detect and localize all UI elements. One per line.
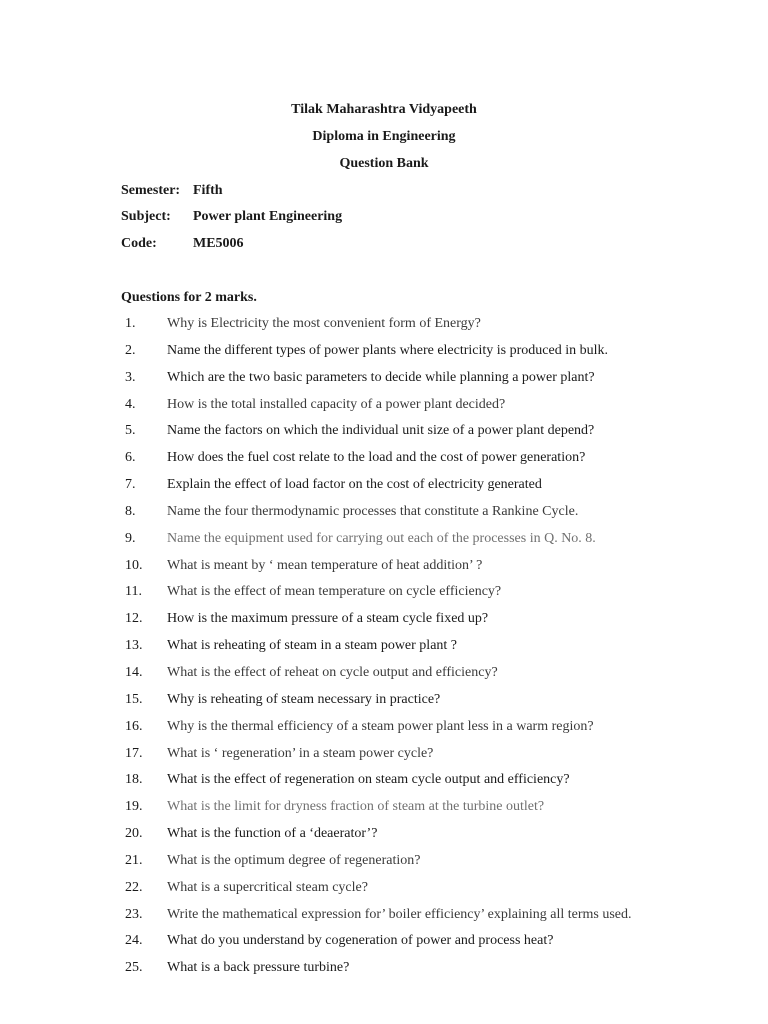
question-text: What is reheating of steam in a steam power plant ? bbox=[167, 638, 458, 654]
question-number: 9. bbox=[125, 530, 136, 546]
question-number: 24. bbox=[125, 933, 143, 949]
question-text: What is a back pressure turbine? bbox=[167, 960, 350, 976]
subject-row bbox=[121, 208, 342, 226]
question-text: Name the factors on which the individual unit size of a power plant depend? bbox=[167, 423, 595, 439]
question-number: 21. bbox=[125, 852, 143, 868]
question-number: 13. bbox=[125, 638, 143, 654]
question-text: What is the optimum degree of regeneration? bbox=[167, 852, 421, 868]
question-item bbox=[0, 905, 768, 932]
question-text: Name the equipment used for carrying out each of the processes in Q. No. 8. bbox=[167, 530, 596, 546]
question-text: Which are the two basic parameters to decide while planning a power plant? bbox=[167, 369, 595, 385]
question-text: Explain the effect of load factor on the cost of electricity generated bbox=[167, 477, 542, 493]
question-text: What is the function of a ‘deaerator’? bbox=[167, 826, 378, 842]
semester-label: Semester: bbox=[121, 183, 181, 198]
question-item bbox=[0, 717, 768, 744]
question-number: 18. bbox=[125, 772, 143, 788]
question-number: 4. bbox=[125, 396, 136, 412]
question-item bbox=[0, 958, 768, 985]
question-item bbox=[0, 529, 768, 556]
question-text: What is the effect of regeneration on steam cycle output and efficiency? bbox=[167, 772, 570, 788]
question-item bbox=[0, 448, 768, 475]
semester-value: Fifth bbox=[193, 183, 223, 198]
question-item bbox=[0, 475, 768, 502]
question-item bbox=[0, 314, 768, 341]
question-item bbox=[0, 744, 768, 771]
question-item bbox=[0, 341, 768, 368]
question-number: 7. bbox=[125, 477, 136, 493]
question-item bbox=[0, 931, 768, 958]
question-text: Name the four thermodynamic processes that constitute a Rankine Cycle. bbox=[167, 503, 579, 519]
question-item bbox=[0, 878, 768, 905]
question-number: 22. bbox=[125, 879, 143, 895]
question-item bbox=[0, 663, 768, 690]
question-number: 17. bbox=[125, 745, 143, 761]
question-number: 23. bbox=[125, 906, 143, 922]
subject-value: Power plant Engineering bbox=[193, 209, 343, 224]
question-item bbox=[0, 421, 768, 448]
subject-label: Subject: bbox=[121, 209, 171, 224]
question-text: Why is Electricity the most convenient form of Energy? bbox=[167, 316, 481, 331]
code-value: ME5006 bbox=[193, 236, 244, 251]
question-number: 1. bbox=[125, 316, 136, 331]
question-number: 12. bbox=[125, 611, 143, 627]
question-text: What is ‘ regeneration’ in a steam power cycle? bbox=[167, 745, 434, 761]
question-item bbox=[0, 502, 768, 529]
section-heading: Questions for 2 marks. bbox=[121, 290, 257, 305]
question-text: How does the fuel cost relate to the load and the cost of power generation? bbox=[167, 450, 586, 466]
question-text: What is meant by ‘ mean temperature of heat addition’ ? bbox=[167, 557, 483, 573]
question-text: What do you understand by cogeneration of power and process heat? bbox=[167, 933, 554, 949]
question-text: What is the effect of reheat on cycle output and efficiency? bbox=[167, 664, 498, 680]
question-number: 25. bbox=[125, 960, 143, 976]
question-number: 8. bbox=[125, 503, 136, 519]
question-item bbox=[0, 395, 768, 422]
question-number: 16. bbox=[125, 718, 143, 734]
question-text: Name the different types of power plants where electricity is produced in bulk. bbox=[167, 342, 608, 358]
question-item bbox=[0, 797, 768, 824]
question-text: Why is reheating of steam necessary in practice? bbox=[167, 691, 441, 707]
question-number: 5. bbox=[125, 423, 136, 439]
program-title: Diploma in Engineering bbox=[312, 129, 456, 144]
question-number: 20. bbox=[125, 826, 143, 842]
question-item bbox=[0, 636, 768, 663]
question-text: How is the maximum pressure of a steam cycle fixed up? bbox=[167, 611, 489, 627]
question-number: 3. bbox=[125, 369, 136, 385]
question-number: 15. bbox=[125, 691, 143, 707]
question-item bbox=[0, 770, 768, 797]
document-title: Question Bank bbox=[339, 156, 429, 171]
question-item bbox=[0, 851, 768, 878]
question-item bbox=[0, 368, 768, 395]
question-text: Why is the thermal efficiency of a steam power plant less in a warm region? bbox=[167, 718, 594, 734]
question-number: 19. bbox=[125, 799, 143, 815]
question-text: How is the total installed capacity of a power plant decided? bbox=[167, 396, 506, 412]
question-text: What is the limit for dryness fraction of steam at the turbine outlet? bbox=[167, 799, 545, 815]
question-number: 10. bbox=[125, 557, 143, 573]
institution-title: Tilak Maharashtra Vidyapeeth bbox=[291, 102, 477, 117]
question-item bbox=[0, 690, 768, 717]
code-row bbox=[121, 235, 244, 253]
question-number: 2. bbox=[125, 342, 136, 358]
question-item bbox=[0, 824, 768, 851]
question-list bbox=[0, 314, 768, 985]
question-text: What is a supercritical steam cycle? bbox=[167, 879, 368, 895]
question-item bbox=[0, 556, 768, 583]
question-number: 11. bbox=[125, 584, 142, 600]
question-number: 6. bbox=[125, 450, 136, 466]
question-text: What is the effect of mean temperature on cycle efficiency? bbox=[167, 584, 502, 600]
question-number: 14. bbox=[125, 664, 143, 680]
semester-row bbox=[121, 182, 223, 200]
question-text: Write the mathematical expression for’ boiler efficiency’ explaining all terms used. bbox=[167, 906, 632, 922]
code-label: Code: bbox=[121, 236, 157, 251]
question-item bbox=[0, 609, 768, 636]
question-item bbox=[0, 582, 768, 609]
